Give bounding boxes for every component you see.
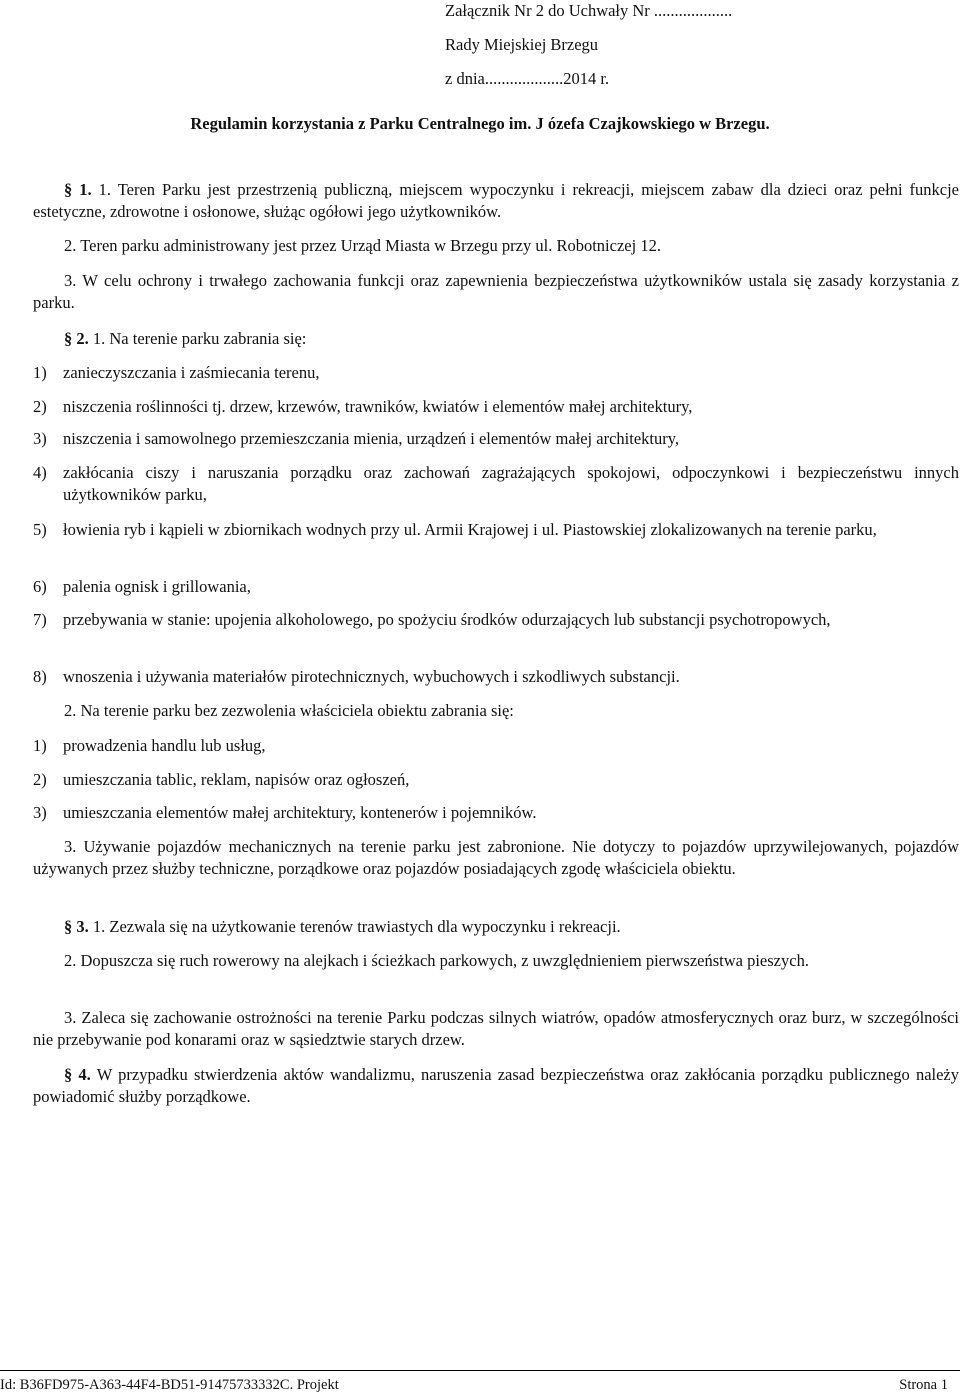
list-item: 6) palenia ognisk i grillowania, (33, 577, 251, 596)
list-item: 4) zakłócania ciszy i naruszania porządku oraz zachowań zagrażających spokojowi, odpoczynkowi i bezpieczeństwu innych użytkowników parku, (33, 463, 959, 504)
footer-page-number: Strona 1 (899, 1377, 948, 1393)
list-item: 7) przebywania w stanie: upojenia alkoholowego, po spożyciu środków odurzających lub substancji psychotropowych, (33, 610, 831, 629)
section-1-p1-number: 1. (98, 180, 111, 199)
list-item: 2) umieszczania tablic, reklam, napisów oraz ogłoszeń, (33, 770, 410, 789)
section-1-p1-text: Teren Parku jest przestrzenią publiczną, miejscem wypoczynku i rekreacji, miejscem zabaw dla dzieci oraz pełni funkcje estetyczne, zdrowotne i osłonowe, służąc ogółowi jego użytkowników. (33, 180, 960, 221)
section-3-paragraph-1 (33, 916, 959, 938)
list-item: 3) umieszczania elementów małej architektury, kontenerów i pojemników. (33, 803, 537, 822)
section-4-marker: § 4. (64, 1065, 91, 1084)
section-3-paragraph-3: 3. Zaleca się zachowanie ostrożności na terenie Parku podczas silnych wiatrów, opadów atmosferycznych oraz burz, w szczególności nie przebywanie pod konarami oraz w sąsiedztwie starych drzew. (33, 1008, 959, 1049)
list-item: 8) wnoszenia i używania materiałów pirotechnicznych, wybuchowych i szkodliwych substancji. (33, 667, 680, 686)
list-item: 5) łowienia ryb i kąpieli w zbiornikach wodnych przy ul. Armii Krajowej i ul. Piastowskiej zlokalizowanych na terenie parku, (33, 520, 877, 539)
list-item: 1) zanieczyszczania i zaśmiecania terenu, (33, 363, 320, 382)
section-3-p1-text: 1. Zezwala się na użytkowanie terenów trawiastych dla wypoczynku i rekreacji. (92, 917, 621, 936)
header-line-date: z dnia...................2014 r. (445, 69, 610, 88)
section-4-p1-text: W przypadku stwierdzenia aktów wandalizmu, naruszenia zasad bezpieczeństwa oraz zakłócania porządku publicznego należy powiadomić służby porządkowe. (33, 1065, 960, 1106)
section-1-marker: § 1. (64, 180, 92, 199)
footer-document-id: Id: B36FD975-A363-44F4-BD51-91475733332C. Projekt (0, 1377, 339, 1393)
list-item: 2) niszczenia roślinności tj. drzew, krzewów, trawników, kwiatów i elementów małej architektury, (33, 397, 693, 416)
section-2-marker: § 2. (64, 329, 89, 348)
section-3-marker: § 3. (64, 917, 89, 936)
list-item: 3) niszczenia i samowolnego przemieszczania mienia, urządzeń i elementów małej architektury, (33, 429, 680, 448)
section-2-paragraph-2: 2. Na terenie parku bez zezwolenia właściciela obiektu zabrania się: (64, 701, 514, 720)
header-line-council: Rady Miejskiej Brzegu (445, 35, 599, 54)
header-line-attachment: Załącznik Nr 2 do Uchwały Nr ................... (445, 1, 733, 20)
section-3-paragraph-2: 2. Dopuszcza się ruch rowerowy na alejkach i ścieżkach parkowych, z uwzględnieniem pierwszeństwa pieszych. (64, 951, 809, 970)
section-2-paragraph-3: 3. Używanie pojazdów mechanicznych na terenie parku jest zabronione. Nie dotyczy to pojazdów uprzywilejowanych, pojazdów używanych przez służby techniczne, porządkowe oraz pojazdów posiadających zgodę właściciela obiektu. (33, 837, 959, 878)
section-2-paragraph-1 (33, 328, 959, 350)
section-4-paragraph-1 (33, 1064, 959, 1108)
list-item: 1) prowadzenia handlu lub usług, (33, 736, 266, 755)
section-2-p1-text: 1. Na terenie parku zabrania się: (92, 329, 307, 348)
footer-divider (0, 1370, 960, 1371)
document-title: Regulamin korzystania z Parku Centralnego im. J ózefa Czajkowskiego w Brzegu. (190, 114, 770, 133)
section-1-paragraph-3: 3. W celu ochrony i trwałego zachowania funkcji oraz zapewnienia bezpieczeństwa użytkowników ustala się zasady korzystania z parku. (33, 271, 959, 312)
section-1-paragraph-2: 2. Teren parku administrowany jest przez Urząd Miasta w Brzegu przy ul. Robotniczej 12. (64, 236, 661, 255)
section-1-paragraph-1 (33, 179, 959, 223)
